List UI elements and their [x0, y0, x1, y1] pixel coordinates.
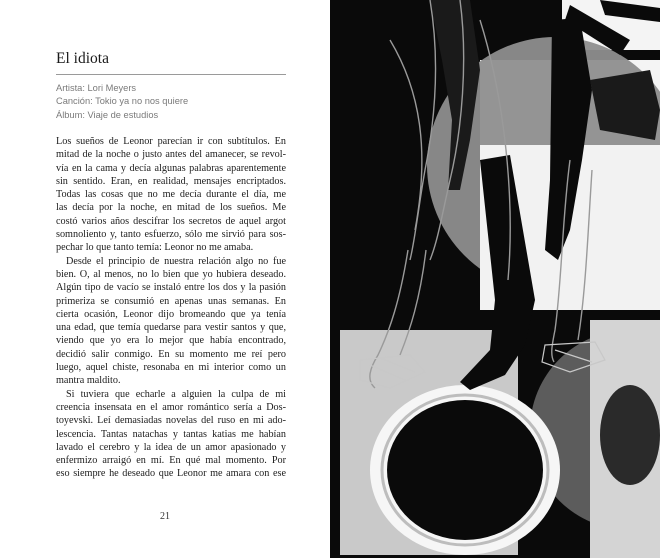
body-line: creencia insensata en el amor romántico sería a Dos-	[56, 401, 286, 413]
album-line: Álbum: Viaje de estudios	[56, 109, 159, 120]
body-line: sin sentido. Eran, en realidad, mensajes encriptados.	[56, 175, 286, 187]
body-line: Si tuviera que echarle a alguien la culpa de mi	[66, 388, 286, 400]
title-divider	[56, 74, 286, 75]
right-page	[330, 0, 660, 558]
body-line: decidió salir conmigo. En su momento me reí pero	[56, 348, 286, 360]
body-line: primeriza se consumió en apenas unas semanas. En	[56, 295, 286, 307]
body-line: enfermizo arraigó en mí. En qué mal momento. Por	[56, 455, 286, 467]
body-line: mantra maldito.	[56, 375, 121, 387]
body-line: pechar lo que tanto temía: Leonor no me amaba.	[56, 242, 254, 254]
chapter-body	[56, 135, 286, 481]
body-line: Desde el principio de nuestra relación algo no fue	[66, 255, 286, 267]
song-metadata	[56, 82, 296, 122]
body-line: mitad de la noche o justo antes del amanecer, se revol-	[56, 149, 286, 161]
body-line: Algún tipo de vacío se instaló entre los dos y la pasión	[56, 282, 286, 294]
body-line: lescencia. Tantas natachas y tantas katias me habían	[56, 428, 286, 440]
body-line: luego, aquel chiste, resonaba en mi interior como un	[56, 362, 286, 374]
body-line: lavado el cerebro y la idea de un amor apasionado y	[56, 441, 286, 453]
chapter-title: El idiota	[56, 50, 109, 67]
body-line: cierta ocasión, Leonor dijo bromeando que ya tenía	[56, 308, 286, 320]
body-line: toyevski. Leí demasiadas novelas del ruso en mi ado-	[56, 415, 286, 427]
page-number: 21	[160, 511, 170, 522]
body-line: bien. O, al menos, no lo bien que yo hubiera deseado.	[56, 268, 286, 280]
body-line: Los sueños de Leonor parecían ir con subtítulos. En	[56, 136, 286, 147]
artist-line: Artista: Lori Meyers	[56, 83, 137, 93]
body-line: Todas las cosas que no me decía durante el día, me	[56, 189, 286, 201]
body-line: vía en la cama y decía algunas palabras aparentemente	[56, 162, 286, 174]
body-line: somnoliento y, tanto esfuerzo, sólo me sirvió para sos-	[56, 229, 286, 241]
body-line: eso siempre he deseado que Leonor me amara con ese	[56, 468, 286, 480]
body-line: las decía por la noche, en mitad de los sueños. Me	[56, 202, 286, 214]
body-line: viendo que yo era lo mejor que había encontrado,	[56, 335, 286, 347]
collage-legs-coffee-cup-icon	[330, 0, 660, 558]
body-line: costó varios años descifrar los secretos de aquel argot	[56, 215, 286, 227]
body-line: una edad, que temía quedarse para vestir santos y que,	[56, 322, 286, 334]
song-line: Canción: Tokio ya no nos quiere	[56, 96, 189, 107]
